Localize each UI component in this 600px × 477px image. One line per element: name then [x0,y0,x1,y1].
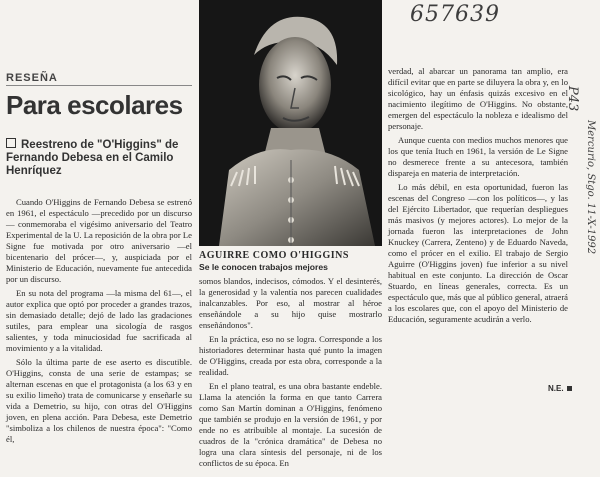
article-column-1 [6,197,192,448]
paragraph: Cuando O'Higgins de Fernando Debesa se estrenó en 1961, el espectáculo —precedido por un discurso— conmemoraba el vigésimo aniversario del Teatro Experimental de la U. La reposición de la obra por Le Signe fue motivada por otro aniversario —el bicentenario del prócer—, y, auspiciada por el Ministerio de Educación, nuevamente fue antecedida por un discurso. [6,197,192,284]
article-column-3 [388,66,568,328]
paragraph: En su nota del programa —la misma del 61—, el autor explica que optó por proceder a grandes trazos, sin demasiado detalle; dejó de lado las gradaciones sutiles, para emplear una sicología de rasgos salientes, y toda minuciosidad fue sacrificada al movimiento y a la vitalidad. [6,288,192,353]
article-column-2 [199,276,382,472]
article-photo [199,0,382,246]
section-divider [6,85,192,86]
paragraph: En la práctica, eso no se logra. Corresponde a los historiadores determinar hasta qué punto la imagen de O'Higgins, creada por esta obra, corresponde a la realidad. [199,334,382,377]
paragraph: Aunque cuenta con medios muchos menores que los que tenía Ituch en 1961, la versión de Le Signe no desmerece frente a su antecesora, también dispareja en materia de interpretación. [388,135,568,178]
photo-caption-title: AGUIRRE COMO O'HIGGINS [199,250,349,261]
deck-text: Reestreno de "O'Higgins" de Fernando Debesa en el Camilo Henríquez [6,139,179,177]
paragraph: Sólo la última parte de ese aserto es discutible. O'Higgins, consta de una serie de estampas; se alternan escenas en que el protagonista (a los 63 y en su exilio limeño) trata de comunicarse y enseñarle su vida a Demetrio, su hijo, con otras del O'Higgins joven, en plena acción. Para Debesa, este Demetrio "simboliza a los chilenos de nuestra época": "Como él, [6,357,192,444]
end-mark-icon [567,386,572,391]
paragraph: Lo más débil, en esta oportunidad, fueron las escenas del Congreso —con los políticos—, y las del Ejército Libertador, que requerían despliegues más masivos (y mejores actores). Lo mejor de la jornada fueron las interpretaciones de John Knuckey (Carrera, Zenteno) y de Eduardo Naveda, como el prócer en el exilio. El trabajo de Sergio Aguirre (O'Higgins joven) fue inferior a su nivel habitual en este conjunto. La dirección de Oscar Stuardo, en líneas generales, correcta. Es un espectáculo que, más que al público general, atraerá a los escolares que, con el apoyo del Ministerio de Educación, seguramente acudirán a verlo. [388,182,568,324]
checkbox-bullet-icon [6,138,16,148]
article-deck [6,138,196,178]
handwritten-side-note: Mercurio, Stgo. 11-X-1992 [585,120,596,255]
actor-portrait-illustration [199,0,382,246]
article-headline: Para escolares [6,90,183,120]
handwritten-page-mark: P43 [565,86,580,112]
handwritten-archive-number: 657639 [410,2,500,27]
initials-text: N.E. [548,384,564,393]
paragraph: somos blandos, indecisos, cómodos. Y el desinterés, la generosidad y la valentía nos parecen cualidades inalcanzables. Por eso, al mostrar al héroe enseñándole a su hijo quise mostrarlo enseñándonos". [199,276,382,330]
paragraph: verdad, al abarcar un panorama tan amplio, era difícil evitar que en parte se diluyera la obra y, en lo sicológico, hay un énfasis quizás excesivo en el nacimiento ilegítimo de O'Higgins. No obstante, emergen del espectáculo la nobleza e idealismo del personaje. [388,66,568,131]
section-label: RESEÑA [6,72,58,84]
photo-caption-subtitle: Se le conocen trabajos mejores [199,262,328,272]
paragraph: En el plano teatral, es una obra bastante endeble. Llama la atención la forma en que tanto Carrera como San Martín dominan a O'Higgins, fenómeno que también se produjo en la versión de 1961, y por ende no es atribuible al montaje. La sucesión de cuadros de la "crónica dramática" de Debesa no logra una clara síntesis del personaje, ni de los conflictos de su época. En [199,381,382,468]
author-initials [548,384,572,393]
